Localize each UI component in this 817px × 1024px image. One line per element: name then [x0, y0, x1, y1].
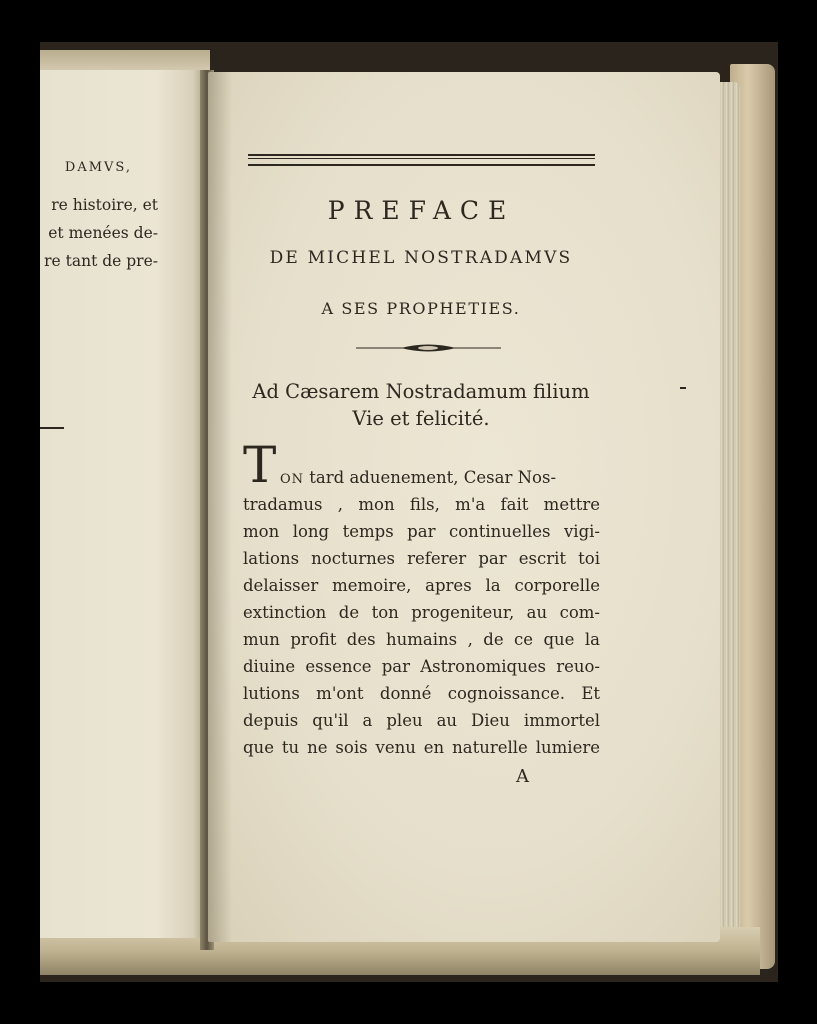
body-line: extinction de ton progeniteur, au com-	[243, 603, 600, 622]
body-line: mun profit des humains , de ce que la	[243, 630, 600, 649]
subtitle-work: A SES PROPHETIES.	[321, 299, 521, 318]
left-running-head: DAMVS,	[64, 160, 132, 175]
left-text-line: re histoire, et	[51, 196, 158, 214]
body-line: lations nocturnes referer par escrit toi	[243, 549, 600, 568]
first-line-text: tard aduenement, Cesar Nos-	[304, 468, 557, 487]
left-page-top-edge	[40, 50, 210, 72]
salutation-line: Ad Cæsarem Nostradamum filium	[252, 380, 590, 403]
body-line: mon long temps par continuelles vigi-	[243, 522, 600, 541]
body-line: lutions m'ont donné cognoissance. Et	[243, 684, 600, 703]
right-page-shadow	[208, 72, 232, 942]
subtitle-author: DE MICHEL NOSTRADAMVS	[269, 248, 573, 268]
page-title: PREFACE	[327, 196, 516, 225]
salutation	[235, 378, 607, 432]
signature-mark: A	[516, 766, 529, 787]
body-line: diuine essence par Astronomiques reuo-	[243, 657, 600, 676]
body-line: tradamus , mon fils, m'a fait mettre	[243, 495, 600, 514]
header-double-rule	[248, 154, 595, 166]
margin-mark	[680, 387, 686, 389]
open-book	[40, 42, 778, 982]
body-line: que tu ne sois venu en naturelle lumiere	[243, 738, 600, 757]
drop-cap: T	[243, 436, 277, 494]
left-text-line: et menées de-	[48, 224, 158, 242]
ornament-rule-icon	[356, 340, 501, 356]
body-line: depuis qu'il a pleu au Dieu immortel	[243, 711, 600, 730]
body-first-line	[280, 468, 556, 487]
left-margin-dash	[40, 427, 64, 429]
left-text-line: re tant de pre-	[44, 252, 158, 270]
body-line: delaisser memoire, apres la corporelle	[243, 576, 600, 595]
salutation-line: Vie et felicité.	[352, 407, 490, 430]
first-word-smallcaps: ON	[280, 472, 305, 487]
